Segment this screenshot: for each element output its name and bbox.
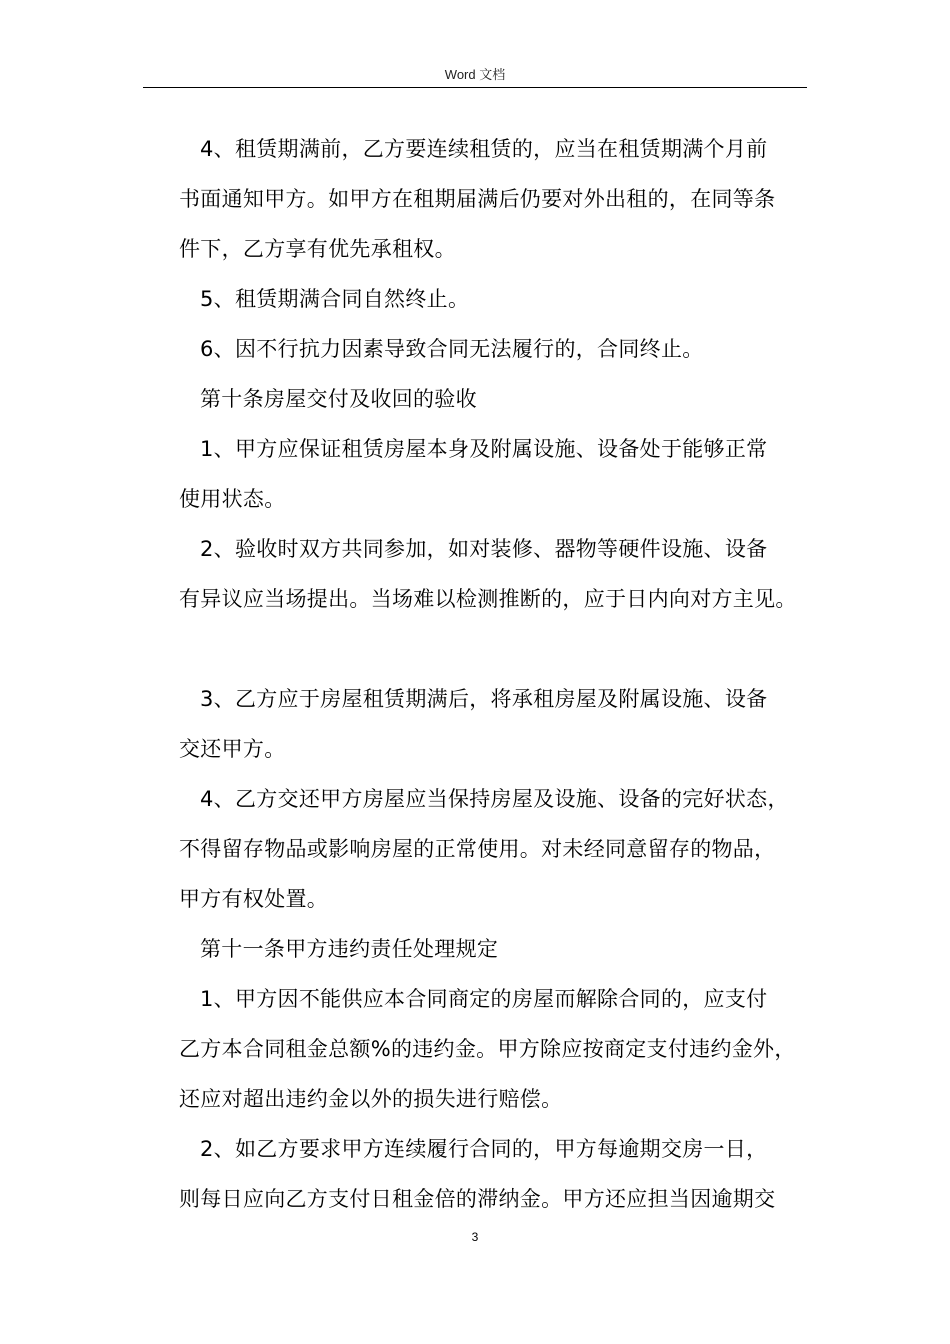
body-line: 甲方有权处置。: [179, 887, 329, 911]
header-divider: [143, 87, 807, 88]
body-line: 则每日应向乙方支付日租金倍的滞纳金。甲方还应担当因逾期交: [179, 1187, 776, 1211]
page-header-title: Word 文档: [444, 67, 506, 82]
body-line: 1、甲方应保证租赁房屋本身及附属设施、设备处于能够正常: [200, 437, 768, 461]
body-line: 1、甲方因不能供应本合同商定的房屋而解除合同的，应支付: [200, 987, 768, 1011]
body-line: 6、因不行抗力因素导致合同无法履行的，合同终止。: [200, 337, 704, 361]
body-line: 件下，乙方享有优先承租权。: [179, 237, 456, 261]
page-number: 3: [471, 1230, 479, 1244]
body-line: 乙方本合同租金总额%的违约金。甲方除应按商定支付违约金外，: [179, 1037, 796, 1061]
body-line: 书面通知甲方。如甲方在租期届满后仍要对外出租的，在同等条: [179, 187, 776, 211]
section-heading: 第十条房屋交付及收回的验收: [200, 387, 477, 411]
body-line: 有异议应当场提出。当场难以检测推断的，应于日内向对方主见。: [179, 587, 797, 611]
body-line: 2、验收时双方共同参加，如对装修、器物等硬件设施、设备: [200, 537, 768, 561]
body-line: 不得留存物品或影响房屋的正常使用。对未经同意留存的物品，: [179, 837, 776, 861]
body-line: 3、乙方应于房屋租赁期满后，将承租房屋及附属设施、设备: [200, 687, 768, 711]
body-line: 还应对超出违约金以外的损失进行赔偿。: [179, 1087, 563, 1111]
section-heading: 第十一条甲方违约责任处理规定: [200, 937, 499, 961]
body-line: 交还甲方。: [179, 737, 286, 761]
body-line: 2、如乙方要求甲方连续履行合同的，甲方每逾期交房一日，: [200, 1137, 768, 1161]
body-line: 5、租赁期满合同自然终止。: [200, 287, 470, 311]
body-line: 4、乙方交还甲方房屋应当保持房屋及设施、设备的完好状态，: [200, 787, 789, 811]
body-line: 4、租赁期满前，乙方要连续租赁的，应当在租赁期满个月前: [200, 137, 768, 161]
body-line: 使用状态。: [179, 487, 286, 511]
